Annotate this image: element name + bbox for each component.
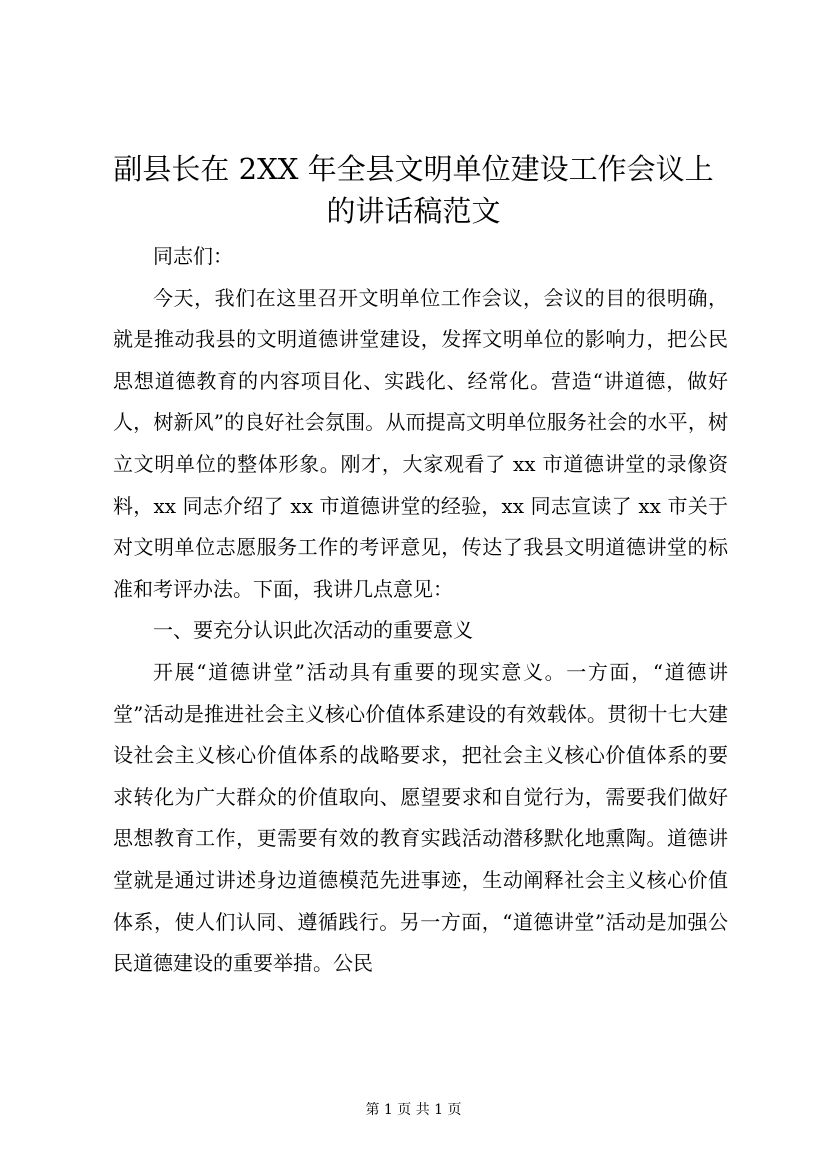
section-heading-1: 一、要充分认识此次活动的重要意义 [153,618,473,643]
title-line-1: 副县长在 2XX 年全县文明单位建设工作会议上 [113,152,714,186]
opening-paragraph: 今天，我们在这里召开文明单位工作会议，会议的目的很明确，就是推动我县的文明道德讲堂建设，发挥文明单位的影响力，把公民思想道德教育的内容项目化、实践化、经常化。营造“讲道德，做好人，树新风”的良好社会氛围。从而提高文明单位服务社会的水平，树立文明单位的整体形象。刚才，大家观看了 xx 市道德讲堂的录像资料，xx 同志介绍了 xx 市道德讲堂的经验，xx 同志宣读了 xx 市关于对文明单位志愿服务工作的考评意见，传达了我县文明道德讲堂的标准和考评办法。下面，我讲几点意见： [113,285,728,601]
title-line-2: 的讲话稿范文 [326,194,501,228]
body-paragraph: 开展“道德讲堂”活动具有重要的现实意义。一方面，“道德讲堂”活动是推进社会主义核心价值体系建设的有效载体。贯彻十七大建设社会主义核心价值体系的战略要求，把社会主义核心价值体系的要求转化为广大群众的价值取向、愿望要求和自觉行为，需要我们做好思想教育工作，更需要有效的教育实践活动潜移默化地熏陶。道德讲堂就是通过讲述身边道德模范先进事迹，生动阐释社会主义核心价值体系，使人们认同、遵循践行。另一方面，“道德讲堂”活动是加强公民道德建设的重要举措。公民 [113,659,728,976]
document-body [113,236,728,985]
document-title [100,148,727,232]
page-footer: 第 1 页 共 1 页 [365,1102,462,1118]
salutation-paragraph: 同志们： [153,244,233,268]
